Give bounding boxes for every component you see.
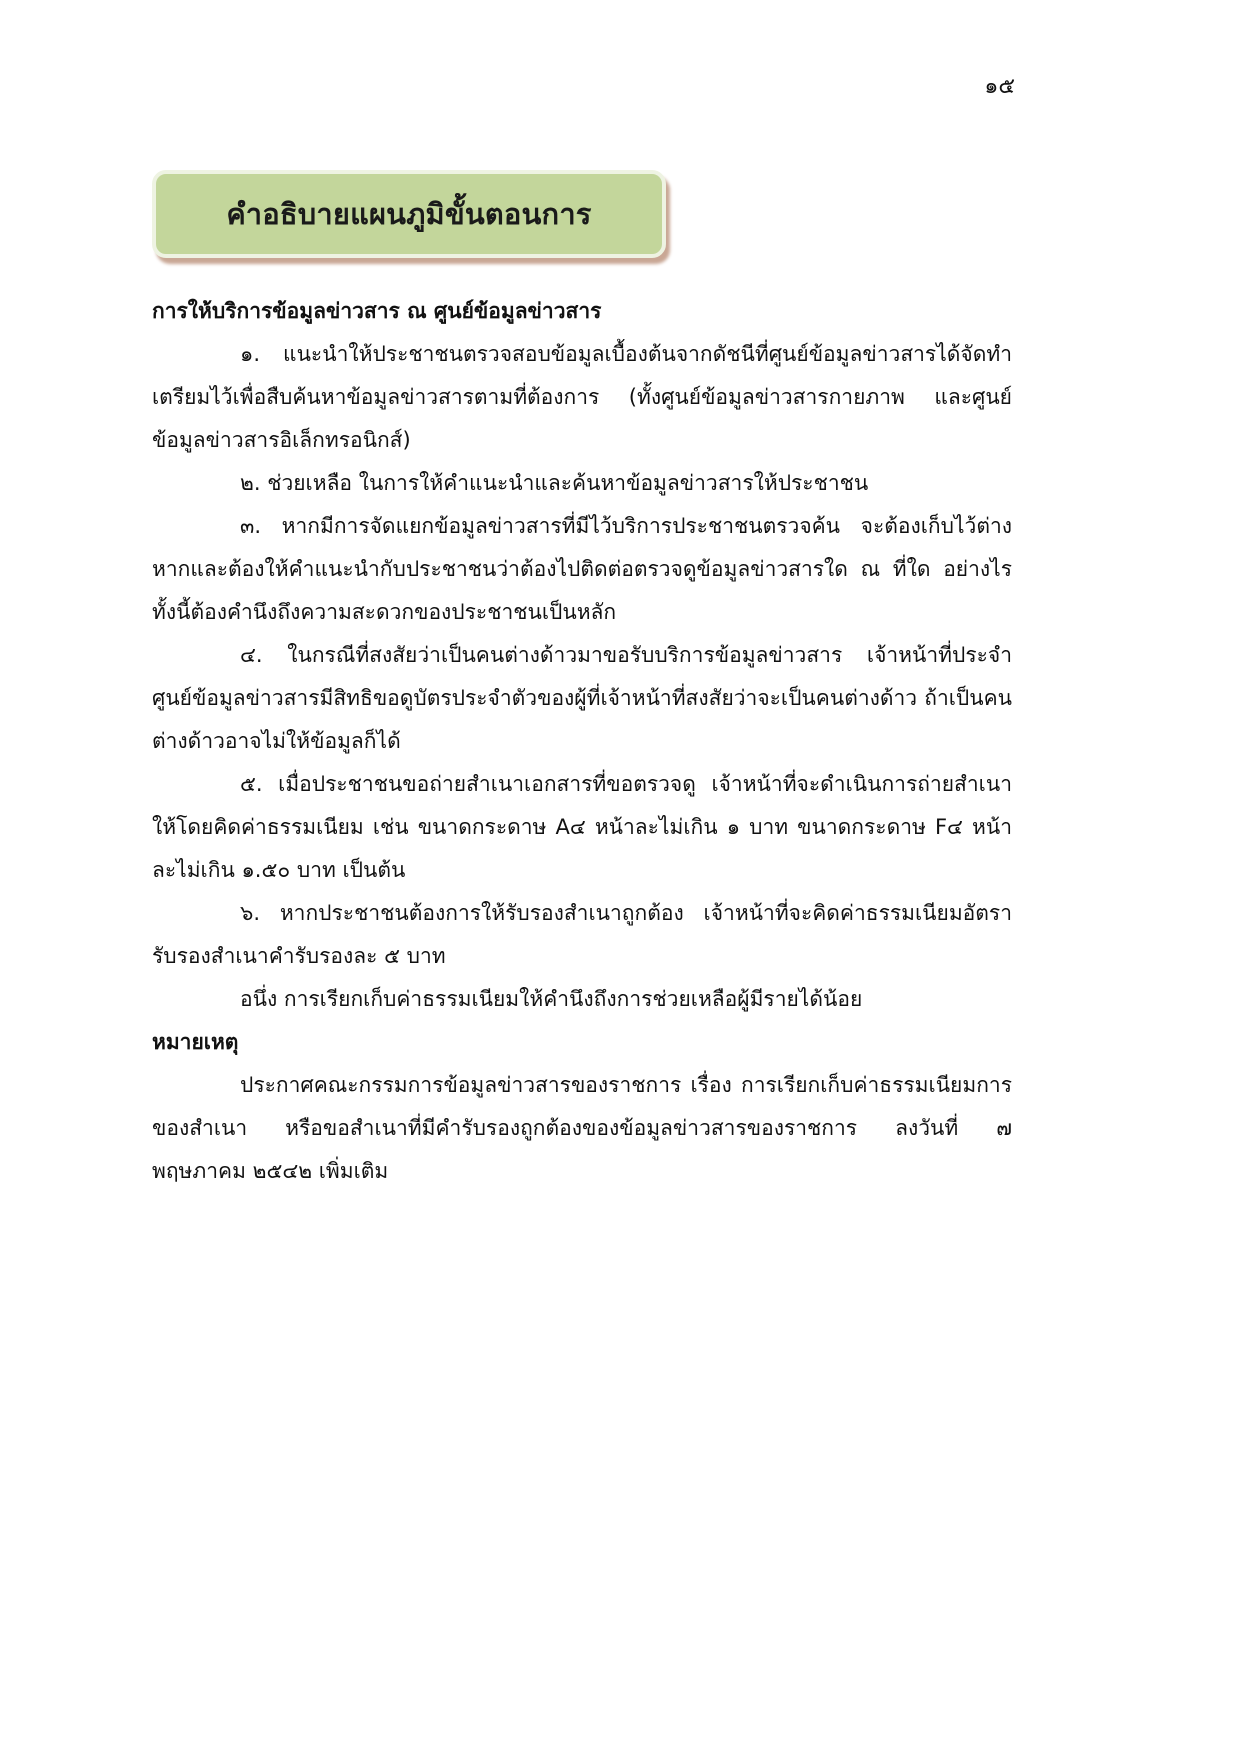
page-title: คำอธิบายแผนภูมิขั้นตอนการ <box>226 197 592 231</box>
title-box <box>152 170 666 258</box>
closing-paragraph: อนึ่ง การเรียกเก็บค่าธรรมเนียมให้คำนึงถึงการช่วยเหลือผู้มีรายได้น้อย <box>240 987 863 1011</box>
note-text: ประกาศคณะกรรมการข้อมูลข่าวสารของราชการ เรื่อง การเรียกเก็บค่าธรรมเนียมการของสำเนา หรือขอสำเนาที่มีคำรับรองถูกต้องของข้อมูลข่าวสารของราชการ ลงวันที่ ๗ พฤษภาคม ๒๕๔๒ เพิ่มเติม <box>152 1073 1012 1183</box>
note-heading: หมายเหตุ <box>152 1030 239 1054</box>
list-item-3: ๓. หากมีการจัดแยกข้อมูลข่าวสารที่มีไว้บริการประชาชนตรวจค้น จะต้องเก็บไว้ต่างหากและต้องให้คำแนะนำกับประชาชนว่าต้องไปติดต่อตรวจดูข้อมูลข่าวสารใด ณ ที่ใด อย่างไร ทั้งนี้ต้องคำนึงถึงความสะดวกของประชาชนเป็นหลัก <box>152 514 1012 624</box>
page-number: ๑๕ <box>984 74 1015 99</box>
list-item-5: ๕. เมื่อประชาชนขอถ่ายสำเนาเอกสารที่ขอตรวจดู เจ้าหน้าที่จะดำเนินการถ่ายสำเนาให้โดยคิดค่าธรรมเนียม เช่น ขนาดกระดาษ A๔ หน้าละไม่เกิน ๑ บาท ขนาดกระดาษ F๔ หน้าละไม่เกิน ๑.๕๐ บาท เป็นต้น <box>152 772 1012 882</box>
list-item-6: ๖. หากประชาชนต้องการให้รับรองสำเนาถูกต้อง เจ้าหน้าที่จะคิดค่าธรรมเนียมอัตรารับรองสำเนาคำรับรองละ ๕ บาท <box>152 901 1012 968</box>
list-item-1: ๑. แนะนำให้ประชาชนตรวจสอบข้อมูลเบื้องต้นจากดัชนีที่ศูนย์ข้อมูลข่าวสารได้จัดทำเตรียมไว้เพื่อสืบค้นหาข้อมูลข่าวสารตามที่ต้องการ (ทั้งศูนย์ข้อมูลข่าวสารกายภาพ และศูนย์ข้อมูลข่าวสารอิเล็กทรอนิกส์) <box>152 342 1012 452</box>
section-heading: การให้บริการข้อมูลข่าวสาร ณ ศูนย์ข้อมูลข่าวสาร <box>152 299 602 323</box>
document-body <box>152 290 1012 1193</box>
list-item-2: ๒. ช่วยเหลือ ในการให้คำแนะนำและค้นหาข้อมูลข่าวสารให้ประชาชน <box>240 471 869 495</box>
list-item-4: ๔. ในกรณีที่สงสัยว่าเป็นคนต่างด้าวมาขอรับบริการข้อมูลข่าวสาร เจ้าหน้าที่ประจำศูนย์ข้อมูลข่าวสารมีสิทธิขอดูบัตรประจำตัวของผู้ที่เจ้าหน้าที่สงสัยว่าจะเป็นคนต่างด้าว ถ้าเป็นคนต่างด้าวอาจไม่ให้ข้อมูลก็ได้ <box>152 643 1012 753</box>
